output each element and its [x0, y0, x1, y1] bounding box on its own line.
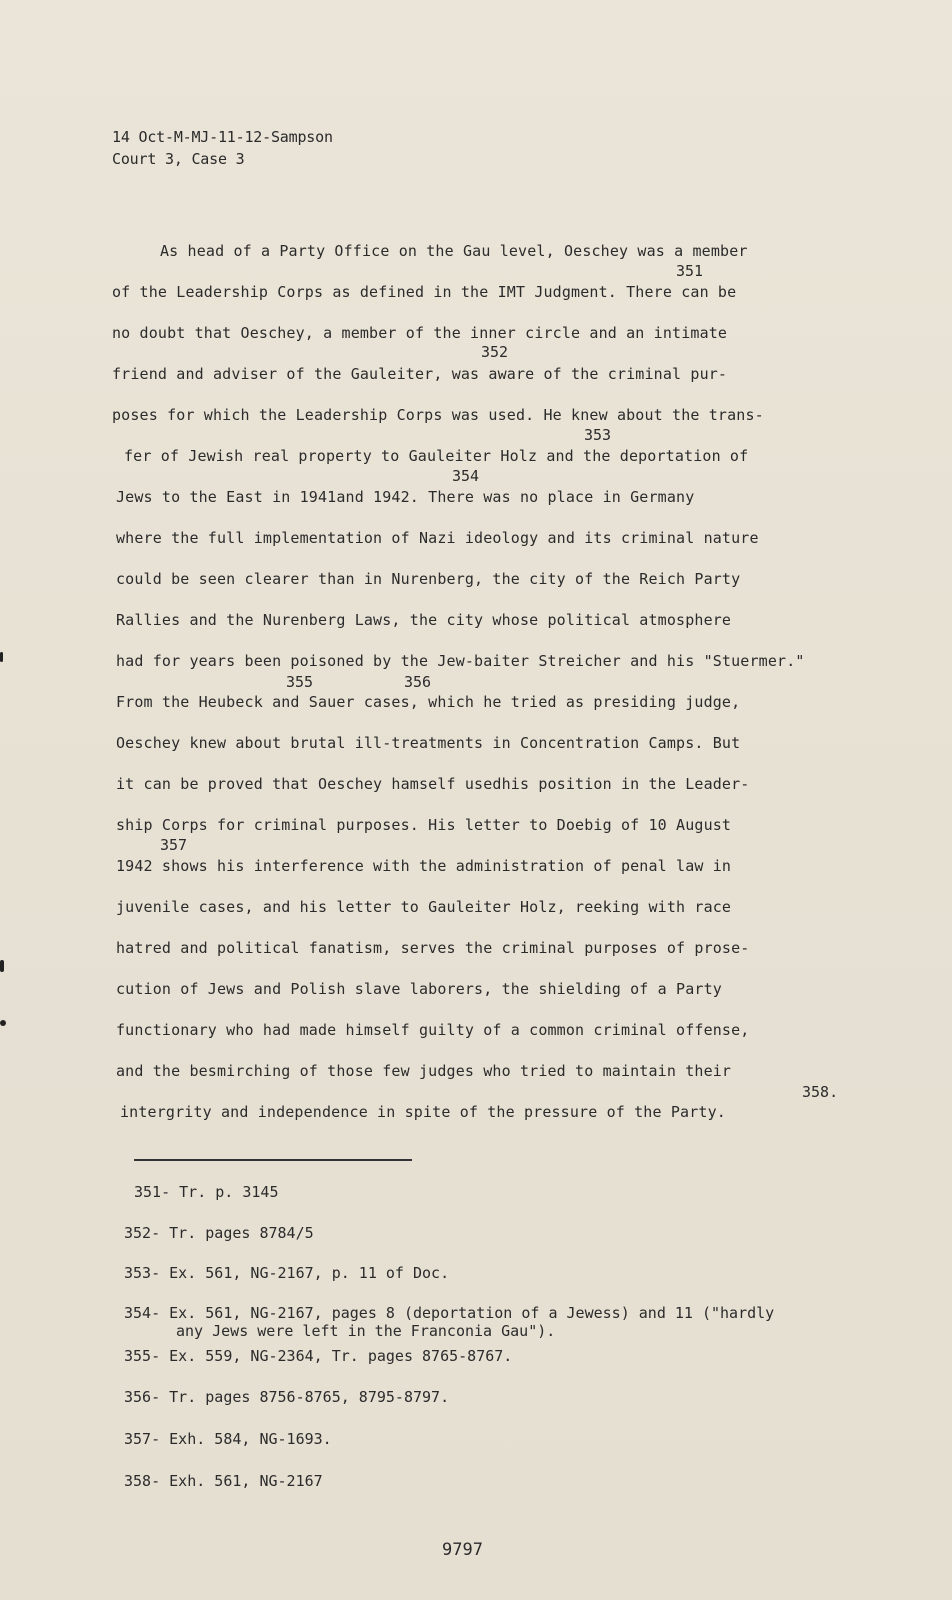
- footnote-ref-357: 357: [160, 836, 188, 854]
- body-line: had for years been poisoned by the Jew-baiter Streicher and his "Stuermer.": [116, 652, 805, 670]
- body-line: hatred and political fanatism, serves the criminal purposes of prose-: [116, 939, 750, 957]
- footnote-354-continued: any Jews were left in the Franconia Gau").: [176, 1322, 556, 1340]
- page-number: 9797: [442, 1540, 483, 1560]
- scan-mark: [0, 960, 4, 972]
- body-line: Oeschey knew about brutal ill-treatments in Concentration Camps. But: [116, 734, 741, 752]
- footnote-ref-351: 351: [676, 262, 704, 280]
- footnote-divider: [134, 1159, 412, 1161]
- scan-mark: [0, 1020, 6, 1026]
- body-line: Rallies and the Nurenberg Laws, the city whose political atmosphere: [116, 611, 732, 629]
- body-line: From the Heubeck and Sauer cases, which he tried as presiding judge,: [116, 693, 741, 711]
- body-line: where the full implementation of Nazi ideology and its criminal nature: [116, 529, 759, 547]
- body-line: ship Corps for criminal purposes. His letter to Doebig of 10 August: [116, 816, 732, 834]
- body-line: friend and adviser of the Gauleiter, was aware of the criminal pur-: [112, 365, 728, 383]
- footnote-352: 352- Tr. pages 8784/5: [124, 1224, 314, 1242]
- footnote-357: 357- Exh. 584, NG-1693.: [124, 1430, 332, 1448]
- body-line: could be seen clearer than in Nurenberg, the city of the Reich Party: [116, 570, 741, 588]
- footnote-353: 353- Ex. 561, NG-2167, p. 11 of Doc.: [124, 1264, 450, 1282]
- scan-mark: [0, 652, 3, 662]
- body-line: juvenile cases, and his letter to Gauleiter Holz, reeking with race: [116, 898, 732, 916]
- body-line: fer of Jewish real property to Gauleiter Holz and the deportation of: [124, 447, 749, 465]
- footnote-356: 356- Tr. pages 8756-8765, 8795-8797.: [124, 1388, 450, 1406]
- footnote-ref-356: 356: [404, 673, 432, 691]
- body-line: and the besmirching of those few judges who tried to maintain their: [116, 1062, 732, 1080]
- case-header-line-1: 14 Oct-M-MJ-11-12-Sampson: [112, 128, 333, 146]
- body-line: intergrity and independence in spite of the pressure of the Party.: [120, 1103, 726, 1121]
- body-line: functionary who had made himself guilty of a common criminal offense,: [116, 1021, 750, 1039]
- footnote-ref-358: 358.: [802, 1083, 839, 1101]
- footnote-ref-355: 355: [286, 673, 314, 691]
- body-line: it can be proved that Oeschey hamself usedhis position in the Leader-: [116, 775, 750, 793]
- body-line: 1942 shows his interference with the administration of penal law in: [116, 857, 732, 875]
- footnote-358: 358- Exh. 561, NG-2167: [124, 1472, 323, 1490]
- footnote-ref-352: 352: [481, 343, 509, 361]
- body-line: of the Leadership Corps as defined in the IMT Judgment. There can be: [112, 283, 737, 301]
- body-line: poses for which the Leadership Corps was used. He knew about the trans-: [112, 406, 764, 424]
- footnote-ref-353: 353: [584, 426, 612, 444]
- footnote-355: 355- Ex. 559, NG-2364, Tr. pages 8765-8767.: [124, 1347, 513, 1365]
- body-line: cution of Jews and Polish slave laborers, the shielding of a Party: [116, 980, 722, 998]
- body-line: Jews to the East in 1941and 1942. There was no place in Germany: [116, 488, 695, 506]
- body-line: As head of a Party Office on the Gau level, Oeschey was a member: [160, 242, 748, 260]
- case-header-line-2: Court 3, Case 3: [112, 150, 245, 168]
- body-line: no doubt that Oeschey, a member of the inner circle and an intimate: [112, 324, 728, 342]
- footnote-ref-354: 354: [452, 467, 480, 485]
- case-header: [112, 126, 333, 170]
- footnote-351: 351- Tr. p. 3145: [134, 1183, 279, 1201]
- footnote-354: 354- Ex. 561, NG-2167, pages 8 (deportation of a Jewess) and 11 ("hardly: [124, 1304, 775, 1322]
